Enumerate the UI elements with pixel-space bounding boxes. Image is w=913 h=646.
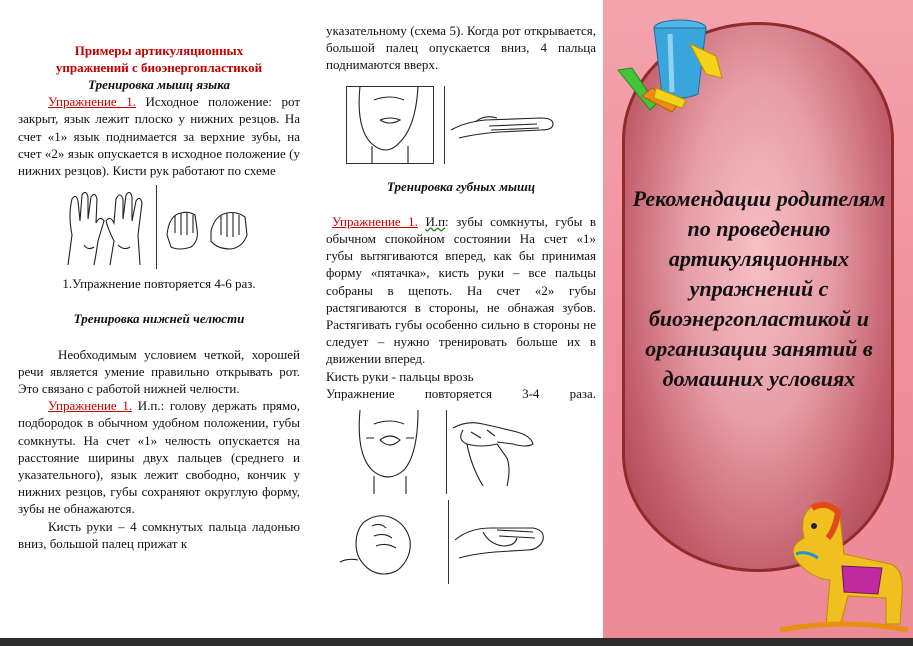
column-left: [18, 42, 300, 552]
exercise-tongue-paragraph: [18, 93, 300, 179]
bottom-bar: [0, 638, 913, 646]
face-mouth-closed-icon: [346, 86, 434, 164]
exercise-label: Упражнение 1.: [48, 398, 133, 414]
repeat-note: Упражнение повторяется 3-4 раза.: [326, 385, 596, 401]
exercise-label: Упражнение 1.: [332, 213, 418, 229]
exercise-text: Исходное положение: рот закрыт, язык лежит плоско у нижних резцов. На счет «1» язык поднимается за верхние зубы, на счет «2» язык опускается в исходное положение (у нижних резцов). Кисти рук работают по схеме: [18, 94, 301, 179]
illustration-lips-pursed: [346, 410, 596, 494]
repeat-note: 1.Упражнение повторяется 4-6 раз.: [62, 276, 256, 292]
continued-paragraph: указательному (схема 5). Когда рот открывается, большой палец опускается вниз, 4 пальца поднимаются вверх.: [326, 23, 596, 73]
brochure-title: Рекомендации родителям по проведению артикуляционных упражнений с биоэнергопластикой и организации занятий в домашних условиях: [632, 186, 886, 391]
illustration-hands-tongue: [58, 185, 300, 269]
exercise-text: : зубы сомкнуты, губы в обычном спокойном состоянии На счет «1» губы вытягиваются вперед, как бы принимая форму «пятачка», кисть руки – все пальцы собраны в щепоть. На счет «2» губы растягиваются в стороны, не обнажая зубов. Растягивать губы особенно сильно в стороны не следует – нужно тренировать больше их в движении вперед.: [326, 213, 597, 367]
exercise-text: И.п.: голову держать прямо, подбородок в обычном удобном положении, губы сомкнуты. На счет «1» челюсть опускается на расстояние ширины двух пальцев (среднего и указательного), язык лежит свободно, кончик у нижних резцов, губы сохраняют округлую форму, зубы не обнажаются.: [18, 398, 300, 517]
hands-palms-up-icon: [58, 185, 150, 269]
heading-line-1: Примеры артикуляционных: [74, 43, 244, 58]
bucket-spade-toy-icon: [612, 8, 728, 126]
jaw-exercise-paragraph: [18, 397, 300, 517]
hand-description: Кисть руки – 4 сомкнутых пальца ладонью вниз, большой палец прижат к: [18, 518, 300, 551]
pinched-hand-icon: [447, 410, 543, 494]
section-heading: [18, 42, 300, 76]
fist-icon: [334, 500, 434, 584]
illustration-hands-fist: [334, 500, 596, 584]
open-hand-icon: [449, 500, 551, 584]
face-lips-pursed-icon: [346, 410, 434, 494]
hand-apart-note: Кисть руки - пальцы врозь: [326, 368, 474, 384]
subheading-tongue: Тренировка мышц языка: [88, 77, 230, 92]
column-middle: [326, 22, 596, 584]
hands-palms-down-icon: [163, 185, 251, 269]
exercise-label: Упражнение 1.: [48, 94, 136, 110]
illustration-mouth-closed: [346, 86, 596, 164]
abbreviation-ip: И.п: [425, 213, 446, 229]
subheading-lips: Тренировка губных мышц: [386, 178, 536, 194]
heading-line-2: упражнений с биоэнергопластикой: [55, 60, 263, 75]
rocking-horse-toy-icon: [778, 498, 910, 638]
lips-exercise-paragraph: [326, 213, 596, 368]
flat-hand-icon: [445, 86, 563, 164]
jaw-intro-paragraph: Необходимым условием четкой, хорошей речи является умение правильно открывать рот. Это связано с работой нижней челюсти.: [18, 346, 300, 397]
subheading-jaw: Тренировка нижней челюсти: [73, 311, 245, 327]
picture-divider: [156, 185, 157, 269]
